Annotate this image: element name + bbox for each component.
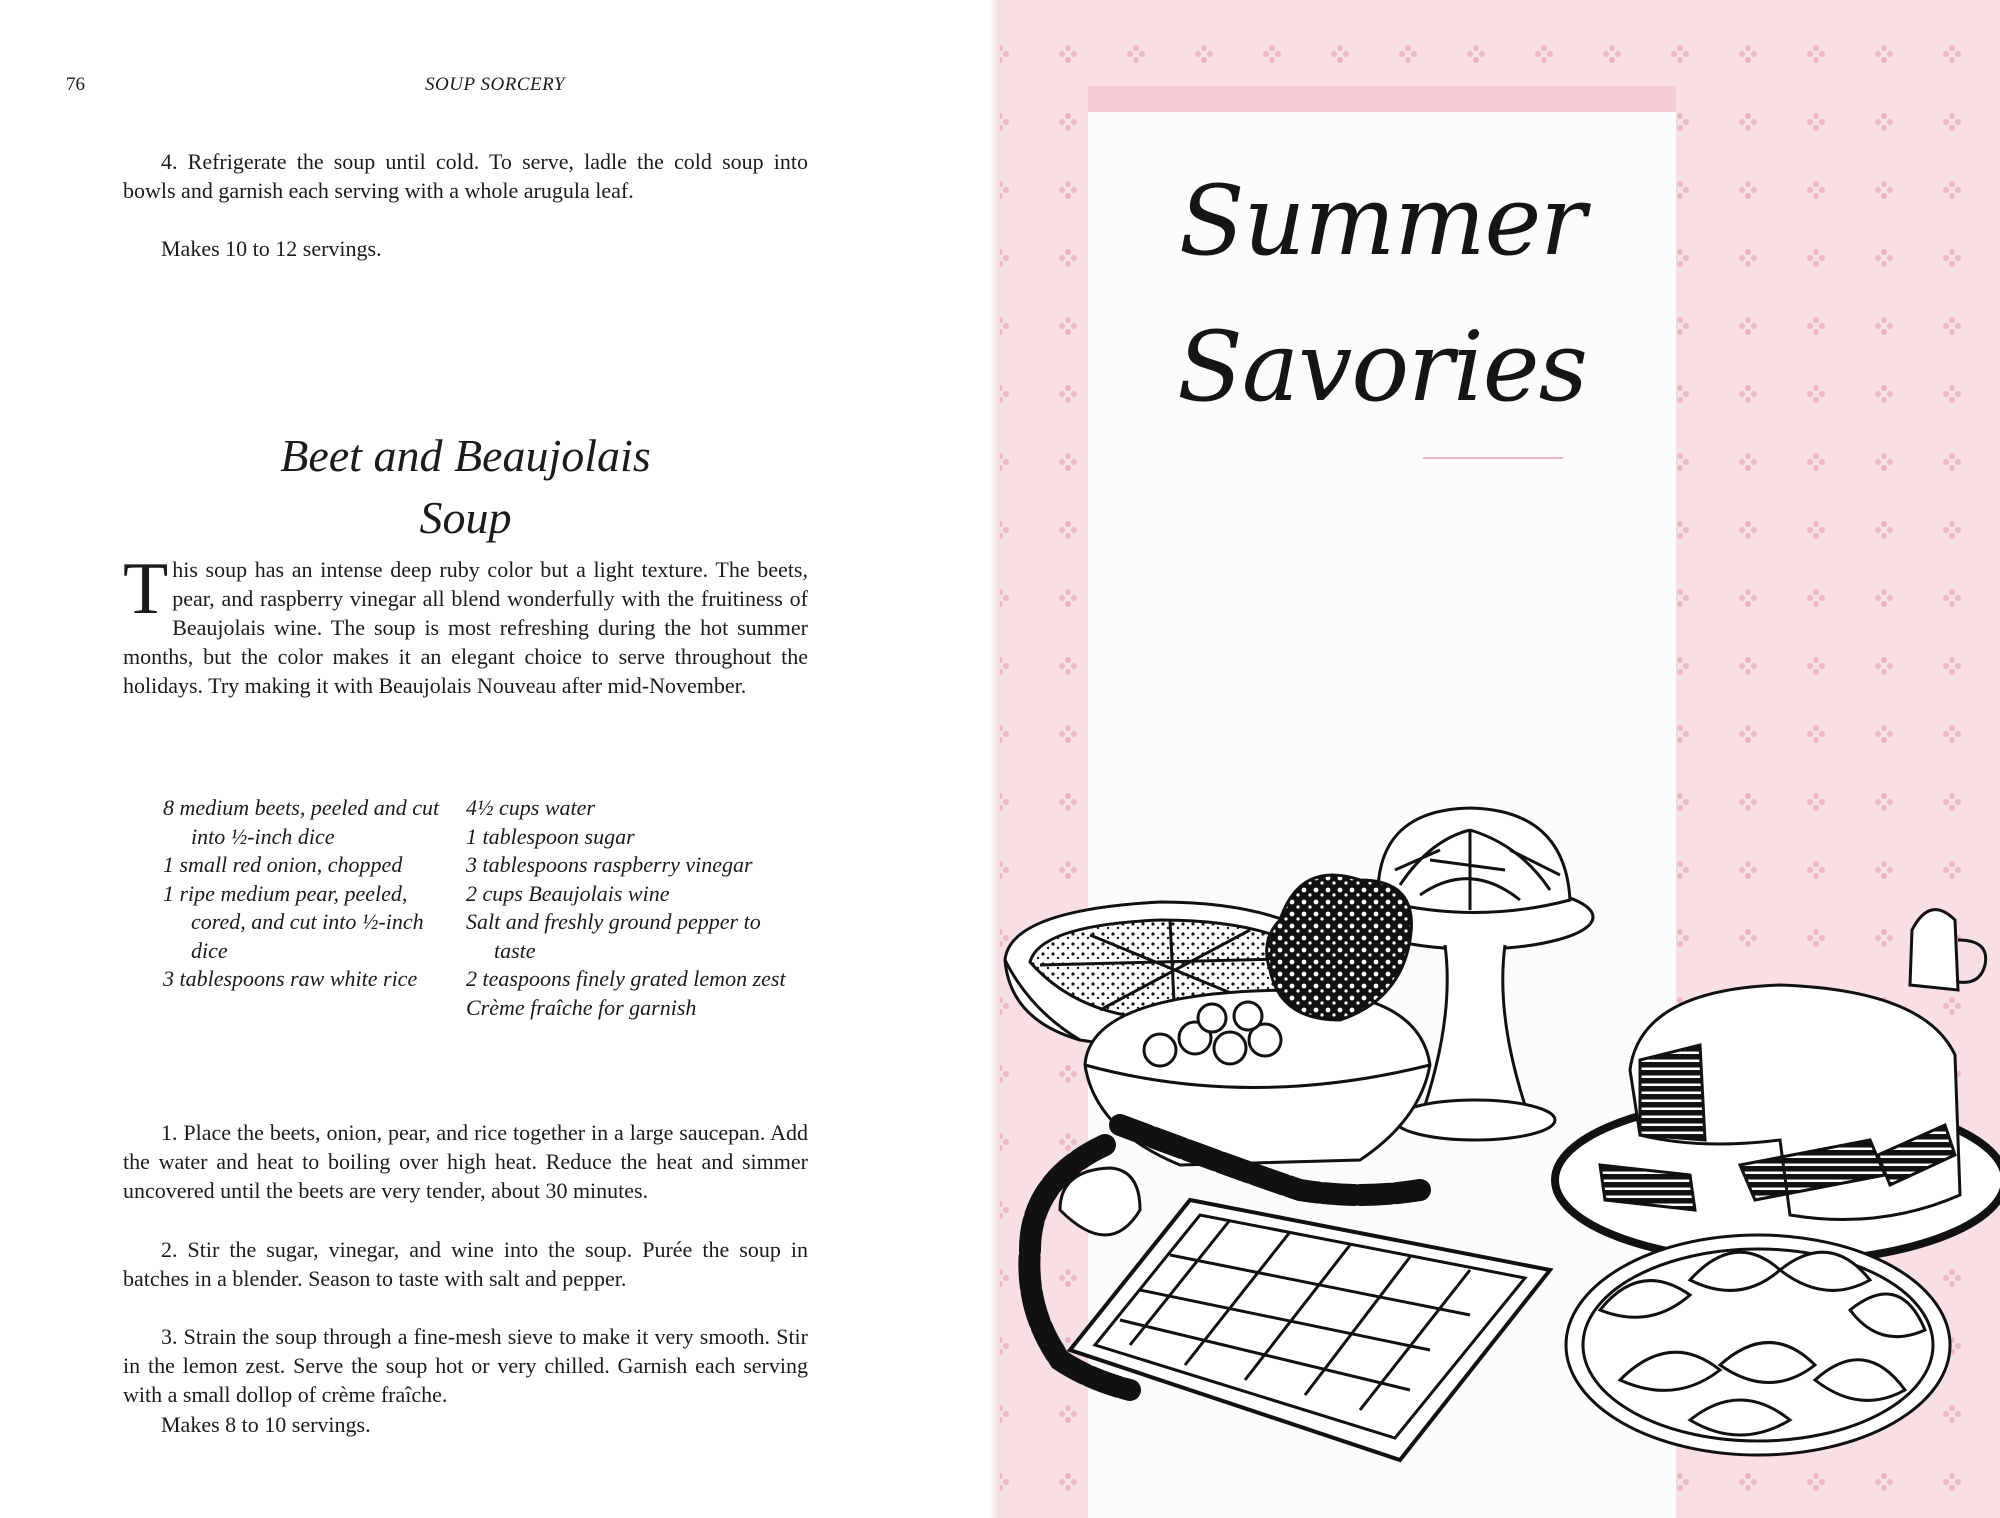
- section-title-line-1: Summer: [1178, 165, 1586, 277]
- small-bowl-drawing: [1060, 1168, 1140, 1235]
- intro-text: his soup has an intense deep ruby color but a light texture. The beets, pear, and raspberry vinegar all blend wonderfully with the fruitiness of Beaujolais wine. The soup is most refreshing during the hot summer months, but the color makes it an elegant choice to serve throughout the holidays. Try making it with Beaujolais Nouveau after mid-November.: [123, 557, 808, 698]
- dumpling-plate-drawing: [1566, 1235, 1950, 1455]
- panel-top-band: [1088, 86, 1676, 112]
- recipe-title: [123, 425, 808, 549]
- right-page: [1000, 0, 2000, 1518]
- salt-shaker-drawing: [1910, 910, 1986, 990]
- drop-cap: T: [123, 548, 169, 630]
- step-text: 1. Place the beets, onion, pear, and rice together in a large saucepan. Add the water and heat to boiling over high heat. Reduce the heat and simmer uncovered until the beets are very tender, about 30 minutes.: [123, 1120, 808, 1203]
- previous-recipe-servings: [123, 234, 808, 263]
- recipe-step-1: [123, 1118, 808, 1205]
- recipe-title-line-2: Soup: [419, 492, 512, 543]
- step-4-text: 4. Refrigerate the soup until cold. To serve, ladle the cold soup into bowls and garnish each serving with a whole arugula leaf.: [123, 149, 808, 203]
- ingredient-item: 1 tablespoon sugar: [466, 823, 635, 849]
- page-number: 76: [66, 74, 85, 95]
- recipe-servings: [123, 1410, 808, 1439]
- left-page: [0, 0, 990, 1518]
- recipe-title-line-1: Beet and Beaujolais: [280, 430, 651, 481]
- summer-buffet-illustration: [1000, 790, 2000, 1518]
- running-head: SOUP SORCERY: [425, 74, 565, 95]
- servings-text: Makes 10 to 12 servings.: [161, 236, 382, 261]
- title-rule: [1423, 457, 1563, 459]
- section-title: [1088, 148, 1676, 440]
- ingredient-item: 2 teaspoons finely grated lemon zest: [466, 966, 786, 991]
- layer-cake-drawing: [1555, 985, 2000, 1262]
- step-text: 2. Stir the sugar, vinegar, and wine into the soup. Purée the soup in batches in a blender. Season to taste with salt and pepper.: [123, 1237, 808, 1291]
- pastry-tray-drawing: [1070, 1200, 1550, 1460]
- ingredient-item: 1 small red onion, chopped: [163, 852, 403, 877]
- recipe-step-2: [123, 1235, 808, 1293]
- step-text: 3. Strain the soup through a fine-mesh sieve to make it very smooth. Stir in the lemon zest. Serve the soup hot or very chilled. Garnish each serving with a small dollop of crème fraîche.: [123, 1324, 808, 1407]
- ingredient-item: 2 cups Beaujolais wine: [466, 880, 670, 906]
- previous-recipe-step-4: [123, 147, 808, 205]
- ingredient-item: Crème fraîche for garnish: [466, 994, 697, 1020]
- recipe-step-3: [123, 1322, 808, 1409]
- ingredients-left-column: [163, 794, 453, 994]
- ingredient-item: Salt and freshly ground pepper to taste: [466, 909, 761, 963]
- ingredients-right-column: [466, 794, 786, 1022]
- ingredient-item: 8 medium beets, peeled and cut into ½-inch dice: [163, 795, 440, 849]
- ingredient-item: 3 tablespoons raspberry vinegar: [466, 852, 753, 877]
- book-spine-shadow: [990, 0, 1000, 1518]
- recipe-intro: [123, 548, 808, 700]
- ingredient-item: 4½ cups water: [466, 795, 595, 820]
- ingredient-item: 3 tablespoons raw white rice: [163, 966, 418, 991]
- ingredient-item: 1 ripe medium pear, peeled, cored, and cut into ½-inch dice: [163, 880, 424, 963]
- servings-text: Makes 8 to 10 servings.: [161, 1412, 371, 1437]
- section-title-line-2: Savories: [1177, 311, 1587, 423]
